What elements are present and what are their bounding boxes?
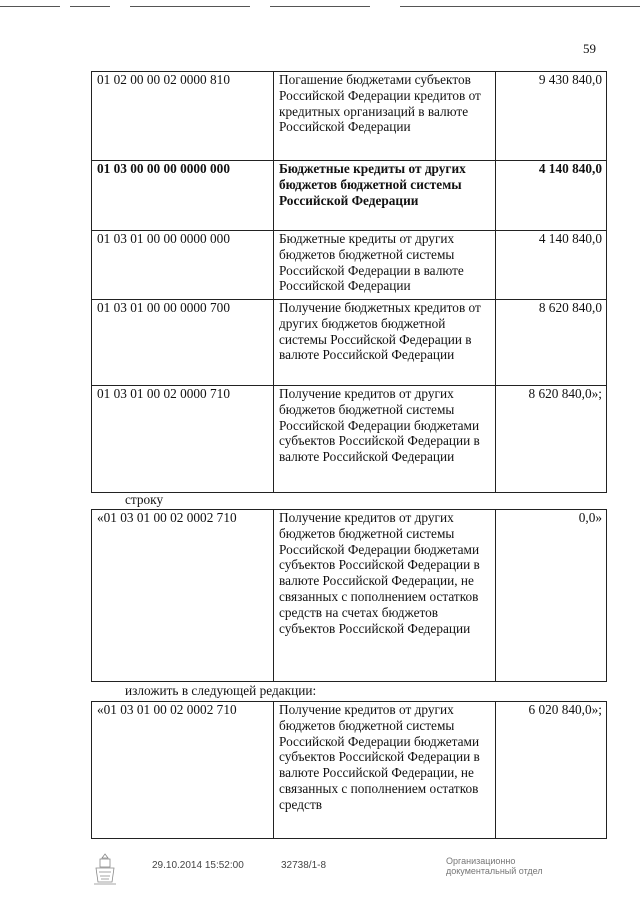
footer-datetime: 29.10.2014 15:52:00 [152, 860, 244, 871]
row-amount: 9 430 840,0 [496, 72, 607, 161]
row-name: Бюджетные кредиты от других бюджетов бюджетной системы Российской Федерации [274, 161, 496, 231]
footer-department-line2: документальный отдел [446, 866, 543, 876]
row-name: Получение кредитов от других бюджетов бюджетной системы Российской Федерации бюджетами субъектов Российской Федерации в валюте Российской Федерации [274, 386, 496, 493]
budget-table-old-row [91, 509, 607, 682]
emblem-stamp-icon [92, 852, 118, 888]
row-amount: 0,0» [496, 510, 607, 682]
footer-doc-number: 32738/1-8 [281, 860, 327, 871]
row-name: Погашение бюджетами субъектов Российской Федерации кредитов от кредитных организаций в валюте Российской Федерации [274, 72, 496, 161]
instruction-text: строку [125, 492, 164, 507]
row-name: Бюджетные кредиты от других бюджетов бюджетной системы Российской Федерации в валюте Российской Федерации [274, 231, 496, 300]
instruction-text: изложить в следующей редакции: [125, 683, 317, 698]
table-row [92, 386, 607, 493]
page-number: 59 [583, 41, 596, 56]
table-row [92, 161, 607, 231]
row-amount: 6 020 840,0»; [496, 702, 607, 839]
row-code: 01 03 01 00 00 0000 700 [92, 300, 274, 386]
row-amount: 4 140 840,0 [496, 161, 607, 231]
table-row [92, 72, 607, 161]
row-code: 01 03 00 00 00 0000 000 [92, 161, 274, 231]
row-code: 01 03 01 00 02 0000 710 [92, 386, 274, 493]
budget-table-main [91, 71, 607, 493]
row-name: Получение кредитов от других бюджетов бюджетной системы Российской Федерации бюджетами субъектов Российской Федерации в валюте Российской Федерации, не связанных с пополнением остатков средств на счетах бюджетов субъектов Российской Федерации [274, 510, 496, 682]
row-amount: 8 620 840,0 [496, 300, 607, 386]
row-code: «01 03 01 00 02 0002 710 [92, 510, 274, 682]
scan-top-edge [0, 6, 640, 8]
table-row [92, 231, 607, 300]
row-name: Получение кредитов от других бюджетов бюджетной системы Российской Федерации бюджетами субъектов Российской Федерации в валюте Российской Федерации, не связанных с пополнением остатков средств [274, 702, 496, 839]
table-row [92, 510, 607, 682]
row-name: Получение бюджетных кредитов от других бюджетов бюджетной системы Российской Федерации в валюте Российской Федерации [274, 300, 496, 386]
table-row [92, 300, 607, 386]
row-amount: 4 140 840,0 [496, 231, 607, 300]
table-row [92, 702, 607, 839]
budget-table-new-row [91, 701, 607, 839]
row-code: 01 03 01 00 00 0000 000 [92, 231, 274, 300]
row-code: 01 02 00 00 02 0000 810 [92, 72, 274, 161]
row-amount: 8 620 840,0»; [496, 386, 607, 493]
footer-department-line1: Организационно [446, 856, 516, 866]
row-code: «01 03 01 00 02 0002 710 [92, 702, 274, 839]
footer-department [446, 856, 543, 876]
